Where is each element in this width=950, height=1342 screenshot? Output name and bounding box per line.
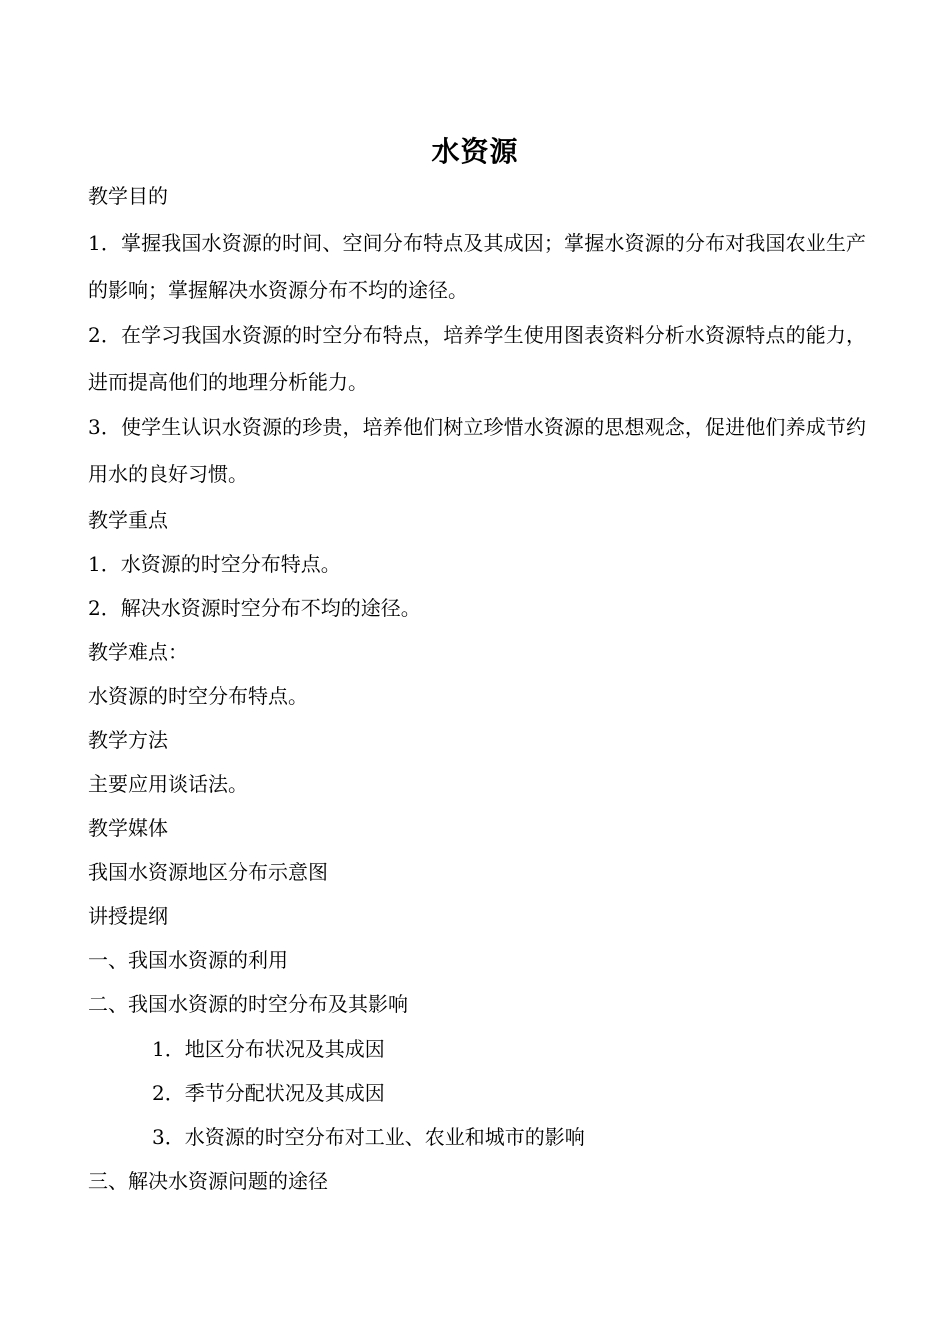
- outline-subitem-3: 3．水资源的时空分布对工业、农业和城市的影响: [152, 1125, 585, 1149]
- outline-item-1: 一、我国水资源的利用: [88, 948, 288, 972]
- media-text: 我国水资源地区分布示意图: [88, 860, 328, 884]
- key-point-2: 2．解决水资源时空分布不均的途径。: [88, 596, 421, 620]
- key-points-heading: 教学重点: [88, 508, 168, 532]
- difficulty-text: 水资源的时空分布特点。: [88, 684, 308, 708]
- outline-heading: 讲授提纲: [88, 904, 168, 928]
- outline-item-3: 三、解决水资源问题的途径: [88, 1169, 328, 1193]
- objectives-heading: 教学目的: [88, 184, 168, 208]
- difficulty-heading: 教学难点：: [88, 640, 188, 664]
- method-text: 主要应用谈话法。: [88, 772, 248, 796]
- outline-subitem-2: 2．季节分配状况及其成因: [152, 1081, 385, 1105]
- objective-1: 1．掌握我国水资源的时间、空间分布特点及其成因；掌握水资源的分布对我国农业生产的影响；掌握解决水资源分布不均的途径。: [88, 231, 866, 302]
- key-point-1: 1．水资源的时空分布特点。: [88, 552, 341, 576]
- outline-item-2: 二、我国水资源的时空分布及其影响: [88, 992, 408, 1016]
- objective-2: 2．在学习我国水资源的时空分布特点，培养学生使用图表资料分析水资源特点的能力，进而提高他们的地理分析能力。: [88, 323, 866, 394]
- objective-3: 3．使学生认识水资源的珍贵，培养他们树立珍惜水资源的思想观念，促进他们养成节约用水的良好习惯。: [88, 415, 866, 486]
- media-heading: 教学媒体: [88, 816, 168, 840]
- outline-subitem-1: 1．地区分布状况及其成因: [152, 1037, 385, 1061]
- document-title: 水资源: [431, 135, 519, 168]
- method-heading: 教学方法: [88, 728, 168, 752]
